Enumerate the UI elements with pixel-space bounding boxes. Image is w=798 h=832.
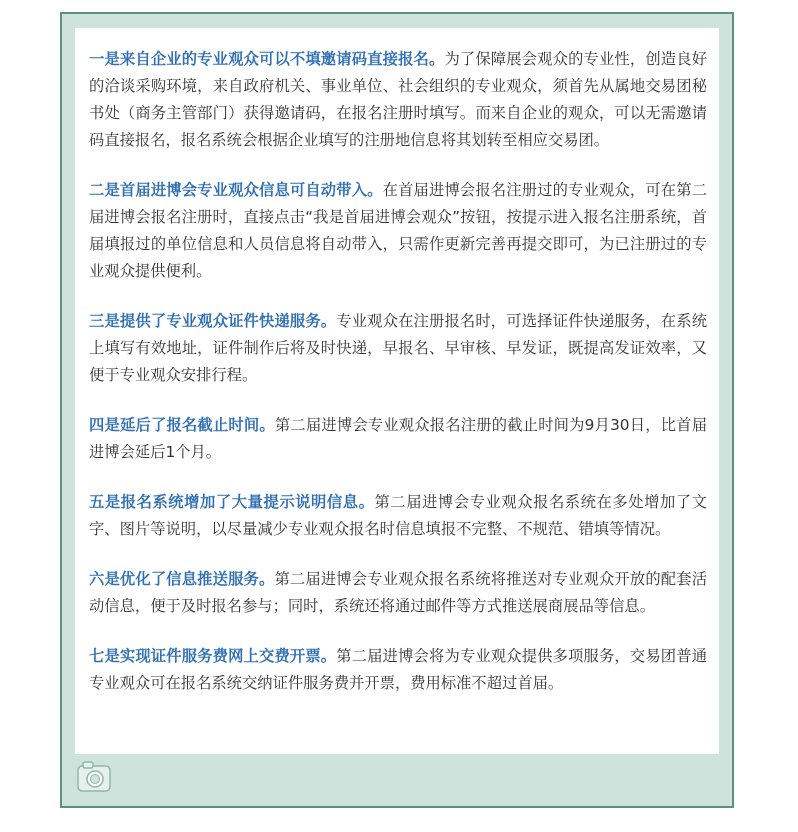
paragraph-heading: 四是延后了报名截止时间。 — [89, 416, 275, 434]
paragraph-3 — [89, 308, 707, 389]
paragraph-heading: 五是报名系统增加了大量提示说明信息。 — [89, 493, 375, 511]
paragraph-body: 为了保障展会观众的专业性，创造良好的洽谈采购环境，来自政府机关、事业单位、社会组织的专业观众，须首先从属地交易团秘书处（商务主管部门）获得邀请码，在报名注册时填写。而来自企业的观众，可以无需邀请码直接报名，报名系统会根据企业填写的注册地信息将其划转至相应交易团。 — [89, 50, 707, 149]
paragraph-body: 第二届进博会将为专业观众提供多项服务，交易团普通专业观众可在报名系统交纳证件服务费并开票，费用标准不超过首届。 — [89, 647, 707, 692]
paragraph-heading: 二是首届进博会专业观众信息可自动带入。 — [89, 181, 383, 199]
paragraph-4 — [89, 412, 707, 466]
paragraph-body: 在首届进博会报名注册过的专业观众，可在第二届进博会报名注册时，直接点击“我是首届进博会观众”按钮，按提示进入报名注册系统，首届填报过的单位信息和人员信息将自动带入，只需作更新完善再提交即可，为已注册过的专业观众提供便利。 — [89, 181, 707, 280]
paragraph-1 — [89, 46, 707, 154]
paragraph-heading: 六是优化了信息推送服务。 — [89, 570, 275, 588]
paragraph-6 — [89, 566, 707, 620]
paragraph-body: 第二届进博会专业观众报名注册的截止时间为9月30日，比首届进博会延后1个月。 — [89, 416, 707, 461]
paragraph-5 — [89, 489, 707, 543]
paragraph-heading: 一是来自企业的专业观众可以不填邀请码直接报名。 — [89, 50, 445, 68]
paragraph-7 — [89, 643, 707, 697]
paragraph-body: 第二届进博会专业观众报名系统将推送对专业观众开放的配套活动信息，便于及时报名参与；同时，系统还将通过邮件等方式推送展商展品等信息。 — [89, 570, 707, 615]
paragraph-body: 专业观众在注册报名时，可选择证件快递服务，在系统上填写有效地址，证件制作后将及时快递，早报名、早审核、早发证，既提高发证效率，又便于专业观众安排行程。 — [89, 312, 707, 384]
camera-icon — [76, 760, 112, 794]
content-frame — [60, 12, 734, 808]
article-card — [75, 28, 719, 754]
paragraph-heading: 七是实现证件服务费网上交费开票。 — [89, 647, 337, 665]
paragraph-heading: 三是提供了专业观众证件快递服务。 — [89, 312, 337, 330]
paragraph-body: 第二届进博会专业观众报名系统在多处增加了文字、图片等说明，以尽量减少专业观众报名时信息填报不完整、不规范、错填等情况。 — [89, 493, 707, 538]
paragraph-2 — [89, 177, 707, 285]
